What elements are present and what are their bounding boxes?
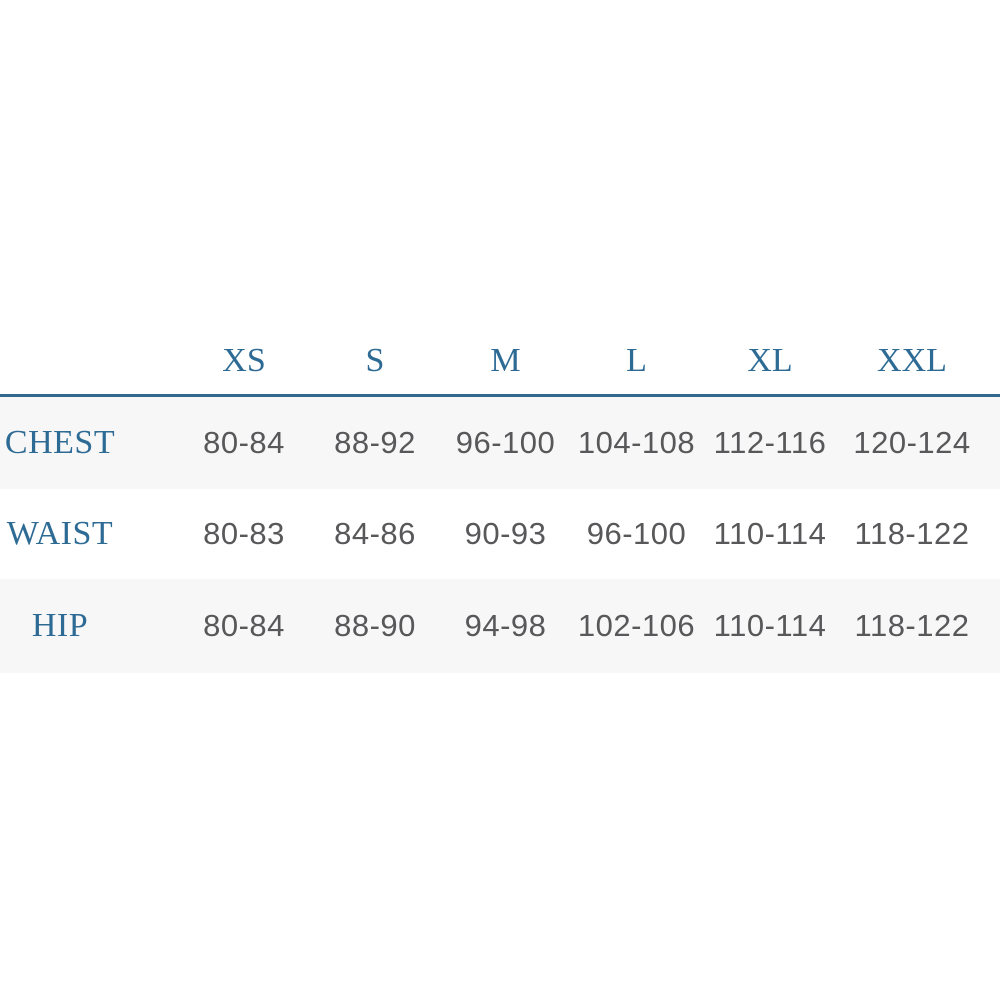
size-cell-hip-m: 94-98 bbox=[464, 608, 547, 643]
row-label-chest: CHEST bbox=[4, 424, 116, 461]
size-cell-chest-xl: 112-116 bbox=[713, 425, 827, 460]
size-chart-header-row bbox=[0, 340, 1000, 397]
size-cell-waist-s: 84-86 bbox=[334, 516, 416, 551]
size-cell-hip-l: 102-106 bbox=[577, 608, 696, 643]
size-cell-waist-xxl: 118-122 bbox=[854, 516, 970, 551]
size-cell-hip-xxl: 118-122 bbox=[854, 608, 970, 643]
column-header-l: L bbox=[626, 342, 647, 379]
size-cell-chest-xxl: 120-124 bbox=[853, 425, 971, 460]
table-row-chest bbox=[0, 397, 1000, 489]
size-cell-chest-l: 104-108 bbox=[577, 425, 696, 460]
column-header-xxl: XXL bbox=[877, 342, 947, 379]
column-header-xs: XS bbox=[222, 342, 266, 379]
column-header-m: M bbox=[490, 342, 521, 379]
table-row-waist bbox=[0, 489, 1000, 579]
size-cell-waist-m: 90-93 bbox=[464, 516, 547, 551]
size-cell-chest-xs: 80-84 bbox=[203, 425, 285, 460]
size-cell-hip-xl: 110-114 bbox=[713, 608, 827, 643]
size-cell-hip-s: 88-90 bbox=[334, 608, 416, 643]
size-chart-table bbox=[0, 340, 1000, 673]
size-cell-chest-m: 96-100 bbox=[455, 425, 556, 460]
table-row-hip bbox=[0, 579, 1000, 673]
size-cell-hip-xs: 80-84 bbox=[203, 608, 285, 643]
size-cell-waist-l: 96-100 bbox=[586, 516, 687, 551]
size-cell-waist-xs: 80-83 bbox=[203, 516, 285, 551]
row-label-waist: WAIST bbox=[6, 515, 114, 552]
header-spacer bbox=[0, 340, 152, 394]
column-header-xl: XL bbox=[747, 342, 793, 379]
row-label-hip: HIP bbox=[31, 607, 89, 644]
size-cell-chest-s: 88-92 bbox=[334, 425, 416, 460]
size-cell-waist-xl: 110-114 bbox=[713, 516, 827, 551]
column-header-s: S bbox=[365, 342, 385, 379]
